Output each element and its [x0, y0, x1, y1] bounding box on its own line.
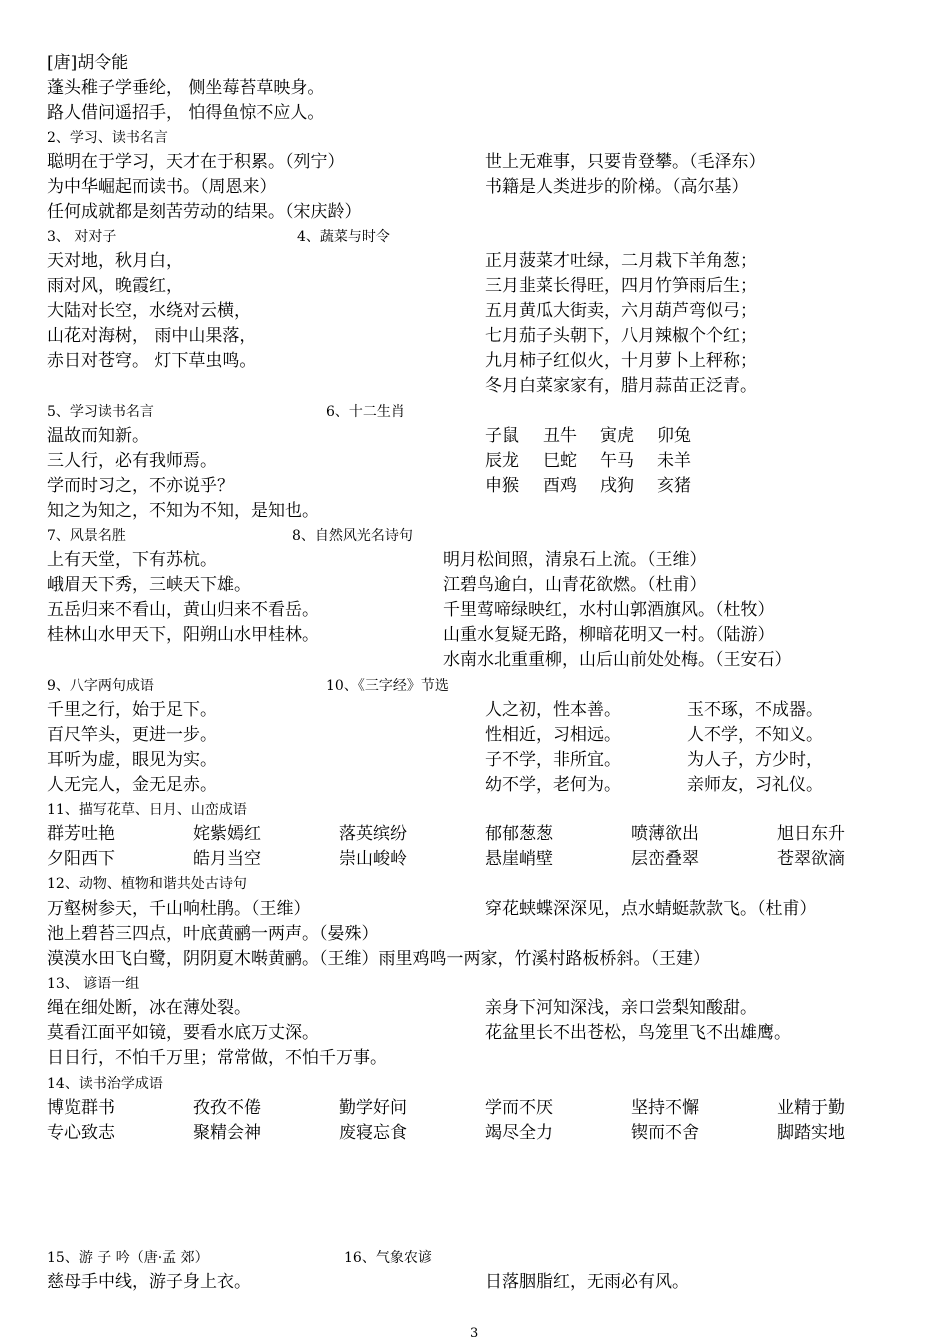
- poem-line: 千里莺啼绿映红，水村山郭酒旗风。（杜牧）: [443, 600, 775, 620]
- page-number: 3: [470, 1326, 479, 1341]
- zodiac-item: 卯兔: [657, 426, 691, 446]
- idiom-cell: 业精于勤: [777, 1098, 845, 1118]
- vegetable-line: 正月菠菜才吐绿，二月栽下羊角葱；: [485, 251, 757, 271]
- quote-line: 知之为知之，不知为不知，是知也。: [47, 501, 319, 521]
- quote-line: 聪明在于学习，天才在于积累。（列宁）: [47, 152, 345, 172]
- idiom-cell: 学而不厌: [485, 1098, 553, 1118]
- zodiac-item: 寅虎: [600, 426, 634, 446]
- poem-line: 水南水北重重柳，山后山前处处梅。（王安石）: [443, 650, 792, 670]
- poem-line: 路人借问遥招手， 怕得鱼惊不应人。: [47, 103, 325, 123]
- section-heading: 6、十二生肖: [326, 404, 405, 420]
- quote-line: 为中华崛起而读书。（周恩来）: [47, 177, 277, 197]
- idiom-line: 千里之行，始于足下。: [47, 700, 217, 720]
- quote-line: 温故而知新。: [47, 426, 149, 446]
- idiom-cell: 勤学好问: [339, 1098, 407, 1118]
- classic-line: 幼不学，老何为。: [485, 775, 621, 795]
- section-heading: 9、八字两句成语: [47, 678, 154, 694]
- poem-line: 蓬头稚子学垂纶， 侧坐莓苔草映身。: [47, 78, 325, 98]
- section-heading: 3、 对对子: [47, 229, 117, 245]
- idiom-cell: 悬崖峭壁: [485, 849, 553, 869]
- section-heading: 2、学习、读书名言: [47, 130, 168, 146]
- vegetable-line: 九月柿子红似火，十月萝卜上秤称；: [485, 351, 757, 371]
- zodiac-item: 子鼠: [485, 426, 519, 446]
- idiom-cell: 姹紫嫣红: [193, 824, 261, 844]
- classic-line: 亲师友，习礼仪。: [687, 775, 823, 795]
- section-heading: 5、学习读书名言: [47, 404, 154, 420]
- idiom-cell: 层峦叠翠: [631, 849, 699, 869]
- classic-line: 人不学，不知义。: [687, 725, 823, 745]
- section-heading: 8、自然风光名诗句: [292, 528, 413, 544]
- idiom-cell: 竭尽全力: [485, 1123, 553, 1143]
- idiom-cell: 皓月当空: [193, 849, 261, 869]
- zodiac-item: 午马: [600, 451, 634, 471]
- idiom-cell: 群芳吐艳: [47, 824, 115, 844]
- classic-line: 子不学，非所宜。: [485, 750, 621, 770]
- classic-line: 为人子，方少时，: [687, 750, 823, 770]
- poem-line: 慈母手中线，游子身上衣。: [47, 1272, 251, 1292]
- vegetable-line: 三月韭菜长得旺，四月竹笋雨后生；: [485, 276, 757, 296]
- proverb-line: 日日行，不怕千万里；常常做，不怕千万事。: [47, 1048, 387, 1068]
- couplet-line: 赤日对苍穹。 灯下草虫鸣。: [47, 351, 257, 371]
- proverb-line: 莫看江面平如镜，要看水底万丈深。: [47, 1023, 319, 1043]
- idiom-cell: 脚踏实地: [777, 1123, 845, 1143]
- scenic-line: 五岳归来不看山，黄山归来不看岳。: [47, 600, 319, 620]
- vegetable-line: 冬月白菜家家有，腊月蒜苗正泛青。: [485, 376, 757, 396]
- idiom-cell: 落英缤纷: [339, 824, 407, 844]
- scenic-line: 上有天堂，下有苏杭。: [47, 550, 217, 570]
- section-heading: 14、读书治学成语: [47, 1076, 163, 1092]
- section-heading: 4、蔬菜与时令: [297, 229, 390, 245]
- section-heading: 16、气象农谚: [344, 1250, 432, 1266]
- section-heading: 13、 谚语一组: [47, 976, 140, 992]
- section-heading: 11、描写花草、日月、山峦成语: [47, 802, 247, 818]
- poem-line: 万壑树参天，千山响杜鹃。（王维）: [47, 899, 311, 919]
- idiom-cell: 喷薄欲出: [631, 824, 699, 844]
- zodiac-item: 申猴: [485, 476, 519, 496]
- couplet-line: 雨对风，晚霞红，: [47, 276, 183, 296]
- idiom-cell: 孜孜不倦: [193, 1098, 261, 1118]
- idiom-line: 人无完人，金无足赤。: [47, 775, 217, 795]
- zodiac-item: 丑牛: [543, 426, 577, 446]
- idiom-cell: 坚持不懈: [631, 1098, 699, 1118]
- couplet-line: 大陆对长空，水绕对云横，: [47, 301, 251, 321]
- section-heading: 15、游 子 吟（唐·孟 郊）: [47, 1250, 209, 1266]
- classic-line: 玉不琢，不成器。: [687, 700, 823, 720]
- proverb-line: 绳在细处断，冰在薄处裂。: [47, 998, 251, 1018]
- proverb-line: 亲身下河知深浅，亲口尝梨知酸甜。: [485, 998, 757, 1018]
- poem-line: 漠漠水田飞白鹭，阴阴夏木啭黄鹂。（王维）雨里鸡鸣一两家，竹溪村路板桥斜。（王建）: [47, 949, 710, 969]
- couplet-line: 天对地，秋月白，: [47, 251, 183, 271]
- idiom-cell: 博览群书: [47, 1098, 115, 1118]
- quote-line: 书籍是人类进步的阶梯。（高尔基）: [485, 177, 749, 197]
- zodiac-item: 巳蛇: [543, 451, 577, 471]
- zodiac-item: 戌狗: [600, 476, 634, 496]
- section-heading: 12、动物、植物和谐共处古诗句: [47, 876, 247, 892]
- couplet-line: 山花对海树， 雨中山果落，: [47, 326, 257, 346]
- idiom-cell: 崇山峻岭: [339, 849, 407, 869]
- quote-line: 学而时习之，不亦说乎？: [47, 476, 234, 496]
- classic-line: 人之初，性本善。: [485, 700, 621, 720]
- zodiac-item: 亥猪: [657, 476, 691, 496]
- idiom-cell: 郁郁葱葱: [485, 824, 553, 844]
- section-heading: 10、《三字经》节选: [326, 678, 449, 694]
- classic-line: 性相近，习相远。: [485, 725, 621, 745]
- proverb-line: 花盆里长不出苍松，鸟笼里飞不出雄鹰。: [485, 1023, 791, 1043]
- scenic-line: 峨眉天下秀，三峡天下雄。: [47, 575, 251, 595]
- vegetable-line: 七月茄子头朝下，八月辣椒个个红；: [485, 326, 757, 346]
- idiom-cell: 聚精会神: [193, 1123, 261, 1143]
- idiom-line: 耳听为虚，眼见为实。: [47, 750, 217, 770]
- poem-line: 穿花蛱蝶深深见，点水蜻蜓款款飞。（杜甫）: [485, 899, 817, 919]
- idiom-cell: 苍翠欲滴: [777, 849, 845, 869]
- poem-line: 山重水复疑无路，柳暗花明又一村。（陆游）: [443, 625, 775, 645]
- zodiac-item: 酉鸡: [543, 476, 577, 496]
- poem-line: 池上碧苔三四点，叶底黄鹂一两声。（晏殊）: [47, 924, 379, 944]
- scenic-line: 桂林山水甲天下，阳朔山水甲桂林。: [47, 625, 319, 645]
- zodiac-item: 未羊: [657, 451, 691, 471]
- quote-line: 三人行，必有我师焉。: [47, 451, 217, 471]
- zodiac-item: 辰龙: [485, 451, 519, 471]
- quote-line: 世上无难事，只要肯登攀。（毛泽东）: [485, 152, 766, 172]
- idiom-cell: 旭日东升: [777, 824, 845, 844]
- idiom-line: 百尺竿头，更进一步。: [47, 725, 217, 745]
- idiom-cell: 专心致志: [47, 1123, 115, 1143]
- poem-line: 江碧鸟逾白，山青花欲燃。（杜甫）: [443, 575, 707, 595]
- proverb-line: 日落胭脂红，无雨必有风。: [485, 1272, 689, 1292]
- vegetable-line: 五月黄瓜大街卖，六月葫芦弯似弓；: [485, 301, 757, 321]
- poem-author: [唐]胡令能: [47, 53, 129, 73]
- idiom-cell: 锲而不舍: [631, 1123, 699, 1143]
- idiom-cell: 夕阳西下: [47, 849, 115, 869]
- quote-line: 任何成就都是刻苦劳动的结果。（宋庆龄）: [47, 202, 362, 222]
- poem-line: 明月松间照，清泉石上流。（王维）: [443, 550, 707, 570]
- idiom-cell: 废寝忘食: [339, 1123, 407, 1143]
- section-heading: 7、风景名胜: [47, 528, 126, 544]
